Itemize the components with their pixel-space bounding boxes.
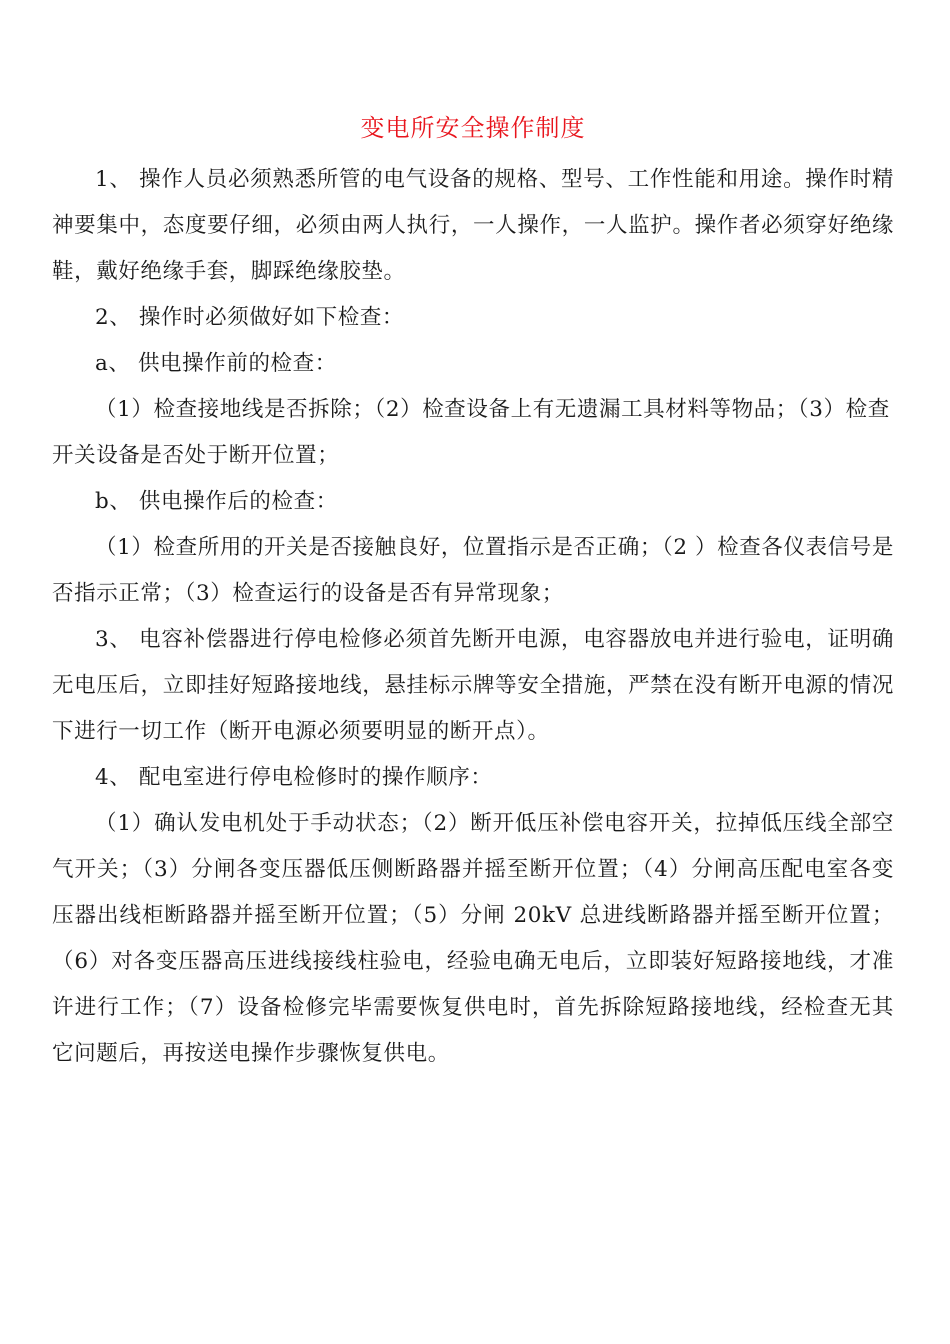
paragraph-4-items: （1）确认发电机处于手动状态；（2）断开低压补偿电容开关，拉掉低压线全部空气开关；（3）分闸各变压器低压侧断路器并摇至断开位置；（4）分闸高压配电室各变压器出线柜断路器并摇至断开位置；（5）分闸 20kV 总进线断路器并摇至断开位置；（6）对各变压器高压进线接线柱验电，经验电确无电后，立即装好短路接地线，才准许进行工作；（7）设备检修完毕需要恢复供电时，首先拆除短路接地线，经检查无其它问题后，再按送电操作步骤恢复供电。 xyxy=(52,811,894,1066)
paragraph-2: 2、 操作时必须做好如下检查： xyxy=(95,305,405,330)
paragraph-4: 4、 配电室进行停电检修时的操作顺序： xyxy=(95,765,493,790)
paragraph-1: 1、 操作人员必须熟悉所管的电气设备的规格、型号、工作性能和用途。操作时精神要集中，态度要仔细，必须由两人执行，一人操作，一人监护。操作者必须穿好绝缘鞋，戴好绝缘手套，脚踩绝缘胶垫。 xyxy=(52,167,894,284)
paragraph-b-items: （1）检查所用的开关是否接触良好，位置指示是否正确；（2 ）检查各仪表信号是否指示正常；（3）检查运行的设备是否有异常现象； xyxy=(52,535,894,606)
paragraph-b-heading: b、 供电操作后的检查： xyxy=(95,489,338,514)
document-page xyxy=(52,108,894,1077)
document-title: 变电所安全操作制度 xyxy=(360,114,586,142)
paragraph-a-heading: a、 供电操作前的检查： xyxy=(95,351,337,376)
paragraph-3: 3、 电容补偿器进行停电检修必须首先断开电源，电容器放电并进行验电，证明确无电压后，立即挂好短路接地线，悬挂标示牌等安全措施，严禁在没有断开电源的情况下进行一切工作（断开电源必须要明显的断开点）。 xyxy=(52,627,894,744)
paragraph-a-items-continued: 开关设备是否处于断开位置； xyxy=(52,443,340,468)
paragraph-a-items: （1）检查接地线是否拆除；（2）检查设备上有无遗漏工具材料等物品；（3）检查 xyxy=(95,397,890,422)
